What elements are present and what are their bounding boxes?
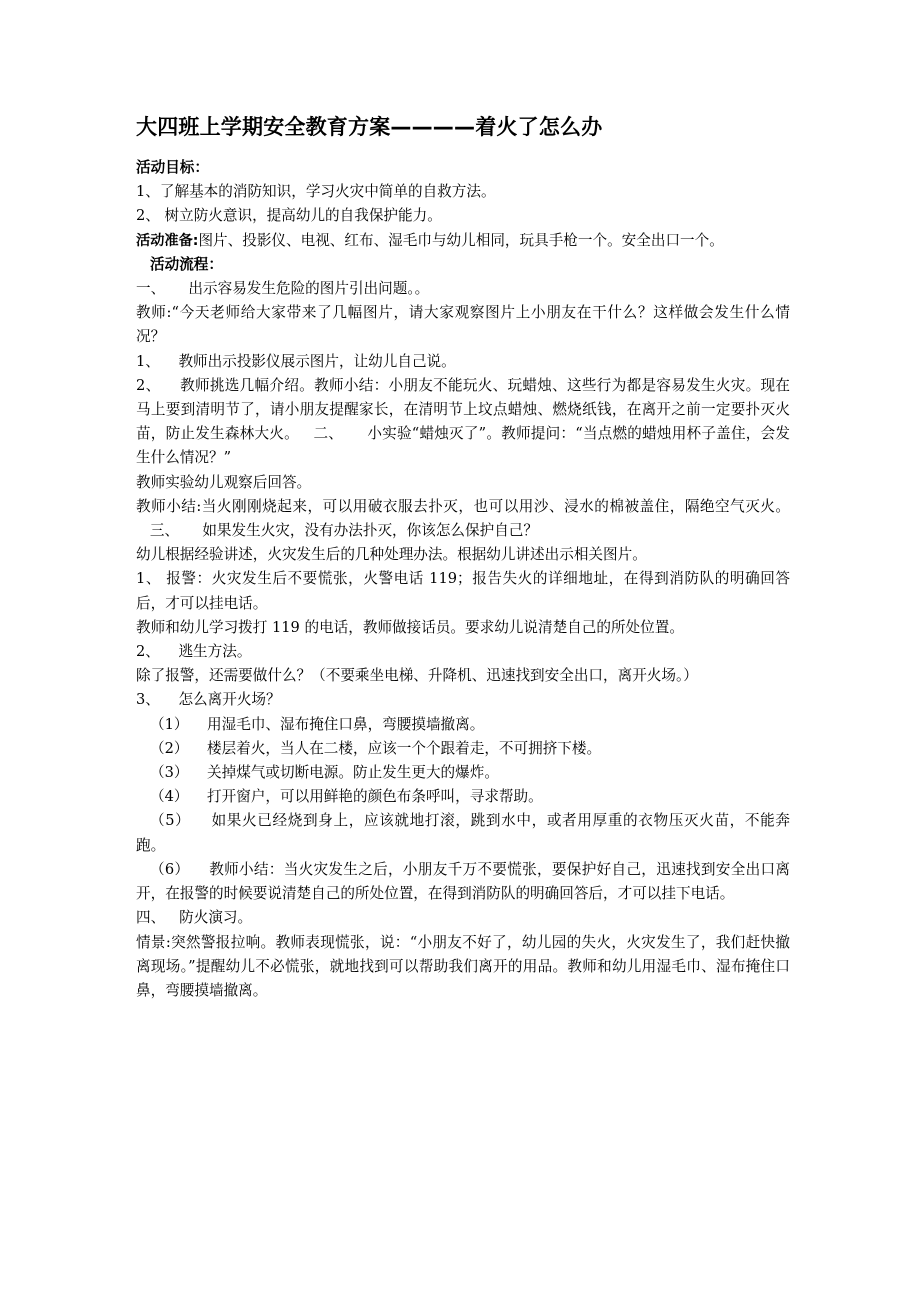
scenario-text: 突然警报拉响。教师表现慌张，说：“小朋友不好了，幼儿园的失火，火灾发生了，我们赶快撤离现场。”提醒幼儿不必慌张，就地找到可以帮助我们离开的用品。教师和幼儿用湿毛巾、湿布掩住口鼻，弯腰摸墙撤离。 — [136, 933, 790, 999]
sub-item-4 — [136, 785, 790, 809]
escape-item — [136, 640, 790, 664]
how-leave-item — [136, 688, 790, 712]
step-three-number: 三、 — [149, 522, 180, 540]
sub-item-3-number: （3） — [150, 764, 189, 782]
sub-item-2-text: 楼层着火，当人在二楼，应该一个个跟着走，不可拥挤下楼。 — [207, 739, 602, 757]
teacher-quote-text: “今天老师给大家带来了几幅图片，请大家观察图片上小朋友在干什么？这样做会发生什么情况？ — [136, 304, 791, 346]
sub-item-4-number: （4） — [150, 788, 189, 806]
alarm-item-number: 1、 — [136, 570, 162, 588]
step-four-line — [136, 906, 790, 930]
sub-item-4-text: 打开窗户，可以用鲜艳的颜色布条呼叫，寻求帮助。 — [207, 788, 543, 806]
activity-item-1 — [136, 350, 790, 374]
document-body — [136, 112, 790, 1003]
preparation-label: 活动准备: — [136, 232, 199, 249]
scenario-label: 情景: — [136, 933, 171, 951]
step-two-number: 二、 — [313, 425, 344, 443]
besides-alarm-line: 除了报警，还需要做什么？（不要乘坐电梯、升降机、迅速找到安全出口，离开火场。） — [136, 667, 698, 685]
step-one-number: 一、 — [136, 280, 166, 298]
how-leave-text: 怎么离开火场？ — [178, 691, 281, 709]
teacher-summary-text: 当火刚刚烧起来，可以用破衣服去扑灭，也可以用沙、浸水的棉被盖住，隔绝空气灭火。 — [201, 497, 790, 515]
how-leave-number: 3、 — [136, 691, 160, 709]
teacher-summary-label: 教师小结: — [136, 497, 202, 515]
activity-item-2-text: 教师挑选几幅介绍。教师小结：小朋友不能玩火、玩蜡烛、这些行为都是容易发生火灾。现在马上要到清明节了，请小朋友提醒家长，在清明节上坟点蜡烛、燃烧纸钱，在离开之前一定要扑灭火苗，防止发生森林大火。 — [136, 376, 790, 443]
objectives-heading: 活动目标： — [136, 159, 209, 176]
sub-item-3 — [136, 761, 790, 785]
objective-item-2: 2、 树立防火意识，提高幼儿的自我保护能力。 — [136, 207, 442, 225]
step-one-text: 出示容易发生危险的图片引出问题。。 — [188, 280, 430, 298]
step-three-text: 如果发生火灾，没有办法扑灭，你该怎么保护自己？ — [202, 522, 538, 540]
activity-item-2-number: 2、 — [136, 376, 161, 394]
observation-line: 教师实验幼儿观察后回答。 — [136, 473, 312, 491]
process-heading: 活动流程： — [150, 255, 223, 273]
sub-item-6 — [136, 858, 790, 906]
sub-item-1 — [136, 713, 790, 737]
escape-item-text: 逃生方法。 — [178, 643, 252, 661]
experience-line: 幼儿根据经验讲述，火灾发生后的几种处理办法。根据幼儿讲述出示相关图片。 — [136, 546, 647, 564]
step-two-text: 小实验“蜡烛灭了”。教师提问：“当点燃的蜡烛用杯子盖住，会发生什么情况？” — [136, 425, 790, 467]
preparation-paragraph — [136, 229, 790, 253]
sub-item-6-text: 教师小结：当火灾发生之后，小朋友千万不要慌张，要保护好自己，迅速找到安全出口离开，在报警的时候要说清楚自己的所处位置，在得到消防队的明确回答后，才可以挂下电话。 — [136, 860, 790, 903]
teacher-summary-paragraph — [136, 495, 790, 543]
sub-item-3-text: 关掉煤气或切断电源。防止发生更大的爆炸。 — [207, 764, 499, 782]
sub-item-5-number: （5） — [150, 812, 191, 830]
sub-item-5 — [136, 809, 790, 857]
alarm-item-text: 报警：火灾发生后不要慌张，火警电话 119；报告失火的详细地址，在得到消防队的明确回答后，才可以挂电话。 — [136, 570, 790, 612]
sub-item-1-text: 用湿毛巾、湿布掩住口鼻，弯腰摸墙撤离。 — [207, 715, 485, 733]
sub-item-6-number: （6） — [150, 860, 190, 878]
teacher-quote-label: 教师: — [136, 304, 172, 322]
activity-item-1-number: 1、 — [136, 352, 160, 370]
sub-item-2 — [136, 737, 790, 761]
practice-call-line: 教师和幼儿学习拨打 119 的电话，教师做接话员。要求幼儿说清楚自己的所处位置。 — [136, 618, 684, 636]
page-title: 大四班上学期安全教育方案————着火了怎么办 — [136, 115, 603, 139]
activity-item-1-text: 教师出示投影仪展示图片，让幼儿自己说。 — [178, 352, 456, 370]
teacher-quote-paragraph — [136, 301, 790, 349]
activity-item-2 — [136, 374, 790, 471]
alarm-item — [136, 567, 790, 615]
escape-item-number: 2、 — [136, 643, 160, 661]
sub-item-1-number: （1） — [150, 715, 189, 733]
scenario-paragraph — [136, 931, 790, 1004]
sub-item-2-number: （2） — [150, 739, 189, 757]
step-four-text: 防火演习。 — [179, 909, 253, 927]
preparation-text: 图片、投影仪、电视、红布、湿毛巾与幼儿相同，玩具手枪一个。安全出口一个。 — [198, 231, 724, 249]
objective-item-1: 1、了解基本的消防知识，学习火灾中简单的自救方法。 — [136, 183, 496, 201]
sub-item-5-text: 如果火已经烧到身上，应该就地打滚，跳到水中，或者用厚重的衣物压灭火苗，不能奔跑。 — [136, 812, 790, 854]
step-four-number: 四、 — [136, 909, 166, 927]
step-one-line — [136, 277, 790, 301]
